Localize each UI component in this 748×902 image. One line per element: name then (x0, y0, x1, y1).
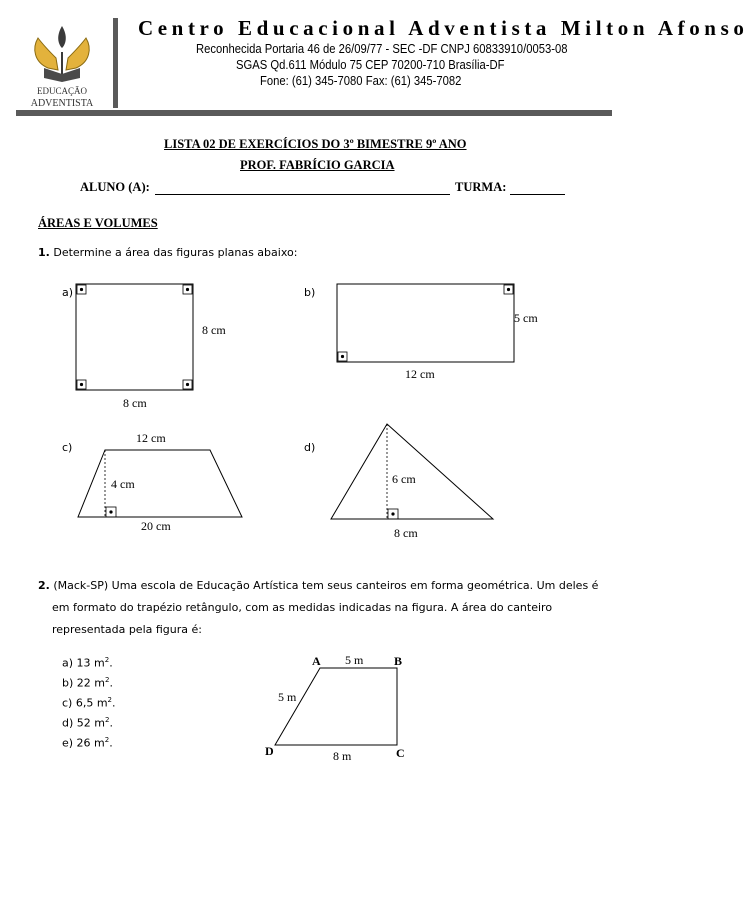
school-logo (18, 18, 106, 110)
professor-name: PROF. FABRÍCIO GARCIA (240, 158, 395, 172)
fig-a-side-label: 8 cm (202, 323, 226, 337)
logo-text-2: ADVENTISTA (30, 98, 94, 109)
header-line-2: SGAS Qd.611 Módulo 75 CEP 70200-710 Brasília-DF (236, 58, 505, 72)
fig-c-trapezoid (78, 450, 242, 517)
fig-d-height-label: 6 cm (392, 472, 416, 486)
option-d: d) 52 $m^2$. (62, 716, 113, 730)
question-2 (38, 575, 604, 641)
q2-vertex-b: B (394, 654, 403, 668)
q2-trapezoid (275, 668, 397, 745)
list-title: LISTA 02 DE EXERCÍCIOS DO 3º BIMESTRE 9º ANO (164, 137, 467, 151)
question-1 (38, 246, 297, 259)
header-line-1: Reconhecida Portaria 46 de 26/09/77 - SEC -DF CNPJ 60833910/0053-08 (196, 42, 568, 56)
fig-d-label: d) (304, 441, 316, 454)
fig-d-triangle (331, 424, 493, 519)
fig-d-base-label: 8 cm (394, 526, 418, 540)
option-e: e) 26 $m^2$. (62, 736, 113, 750)
class-label: TURMA: (455, 180, 507, 194)
option-c: c) 6,5 $m^2$. (62, 696, 116, 710)
q2-vertex-d: D (265, 744, 274, 758)
fig-c-top-label: 12 cm (136, 431, 166, 445)
header-line-3: Fone: (61) 345-7080 Fax: (61) 345-7082 (260, 74, 462, 88)
q2-vertex-c: C (396, 746, 405, 760)
fig-b-height-label: 5 cm (514, 311, 538, 325)
fig-a-bottom-label: 8 cm (123, 396, 147, 410)
q2-side-label: 5 m (278, 690, 297, 704)
question-2-text-line-3: representada pela figura é: (52, 623, 202, 636)
question-1-number: 1. (38, 246, 50, 259)
student-label: ALUNO (A): (80, 180, 150, 194)
header-horizontal-bar (16, 110, 612, 116)
fig-b-rectangle (337, 284, 514, 362)
fig-a-label: a) (62, 286, 74, 299)
q2-top-label: 5 m (345, 653, 364, 667)
question-1-text: Determine a área das figuras planas abaixo: (53, 246, 298, 259)
fig-c-label: c) (62, 441, 73, 454)
option-b: b) 22 $m^2$. (62, 676, 113, 690)
school-name: Centro Educacional Adventista Milton Afonso (138, 16, 748, 40)
header-vertical-bar (113, 18, 118, 108)
q2-base-label: 8 m (333, 749, 352, 763)
question-2-text-line-2: em formato do trapézio retângulo, com as medidas indicadas na figura. A área do canteiro (52, 601, 553, 614)
section-title: ÁREAS E VOLUMES (38, 216, 158, 230)
question-2-number: 2. (38, 579, 50, 592)
question-2-text-line-1: (Mack-SP) Uma escola de Educação Artística tem seus canteiros em forma geométrica. Um deles é (53, 579, 599, 592)
fig-b-base-label: 12 cm (405, 367, 435, 381)
hands-book-icon (35, 26, 89, 82)
fig-c-base-label: 20 cm (141, 519, 171, 533)
fig-b-label: b) (304, 286, 316, 299)
fig-c-height-label: 4 cm (111, 477, 135, 491)
student-name-line (155, 194, 450, 195)
fig-a-square (76, 284, 193, 390)
q2-vertex-a: A (312, 654, 321, 668)
logo-text-1: EDUCAÇÃO (36, 86, 88, 96)
option-a: a) 13 $m^2$. (62, 656, 113, 670)
class-line (510, 194, 565, 195)
